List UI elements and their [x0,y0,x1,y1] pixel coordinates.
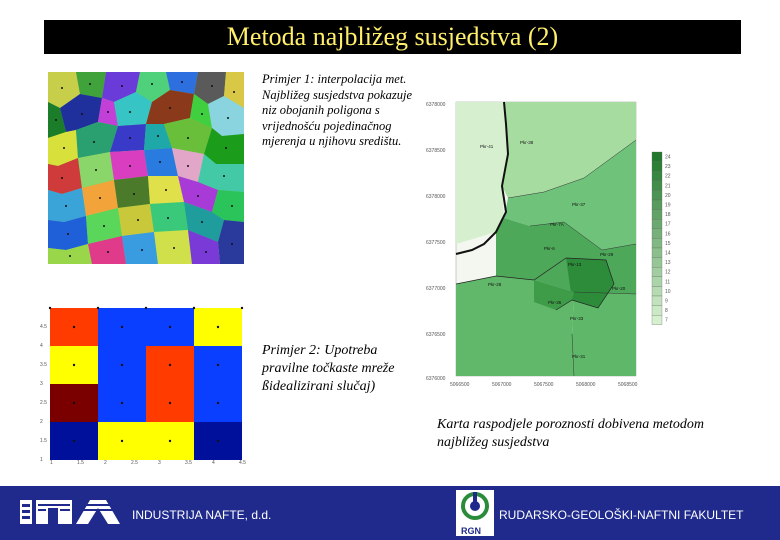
legend-label: 9 [665,298,668,305]
legend-swatch [652,306,662,316]
grid-sample-point [169,440,171,442]
map-y-tick: 6378000 [426,194,446,200]
grid-y-tick: 3.5 [40,362,47,368]
grid-y-tick: 3 [40,381,43,387]
footer-faculty-name: RUDARSKO-GEOLOŠKI-NAFTNI FAKULTET [499,508,744,522]
porosity-map-figure [424,94,684,394]
grid-sample-point [217,364,219,366]
well-label: Pkr-37 [572,202,586,207]
example2-caption: Primjer 2: Upotreba pravilne točkaste mreže ßidealizirani slučaj) [262,343,395,394]
well-label: Pkr-29 [600,252,614,257]
legend-label: 8 [665,308,668,315]
ina-logo [20,496,122,531]
legend-label: 16 [665,231,671,238]
grid-node [241,307,243,309]
grid-y-tick: 2.5 [40,400,47,406]
map-x-tick: 5066500 [450,382,470,388]
ina-logo-graphic [20,496,122,526]
grid-y-tick: 2 [40,419,43,425]
well-label: Pkr-36 [548,300,562,305]
grid-sample-point [121,326,123,328]
legend-label: 11 [665,279,671,286]
grid-sample-point [169,326,171,328]
well-label: Pkr-41 [480,144,494,149]
grid-sample-point [169,402,171,404]
map-y-tick: 6378500 [426,148,446,154]
grid-y-tick: 4 [40,343,43,349]
grid-cells [38,298,248,468]
legend-swatch [652,200,662,210]
grid-x-tick: 1 [50,460,53,466]
grid-sample-point [217,402,219,404]
legend-label: 10 [665,288,671,295]
map-y-tick: 6376000 [426,376,446,382]
legend-swatch [652,238,662,248]
legend-label: 17 [665,221,671,228]
voronoi-figure [48,72,244,264]
legend-swatch [652,286,662,296]
map-x-tick: 5068500 [618,382,638,388]
legend-swatch [652,315,662,325]
example1-caption: Primjer 1: interpolacija met. Najbližeg susjedstva pokazuje niz obojanih poligona s vrijednošću pojedinačnog mjerenja u njihovu središtu. [262,72,412,148]
rgn-logo-text: RGN [461,526,481,536]
grid-node [193,307,195,309]
slide-title: Metoda najbližeg susjedstva (2) [226,22,559,51]
well-label: Pkr-13 [568,262,582,267]
grid-sample-point [169,364,171,366]
well-label: Pkr-6 [544,246,555,251]
legend-swatch [652,248,662,258]
grid-sample-point [121,364,123,366]
slide-title-bar [44,20,741,54]
legend-swatch [652,258,662,268]
grid-y-tick: 1.5 [40,438,47,444]
grid-sample-point [73,402,75,404]
grid-y-tick: 1 [40,457,43,463]
well-label: Pkr-28 [488,282,502,287]
legend-label: 15 [665,240,671,247]
legend-label: 18 [665,212,671,219]
legend-label: 21 [665,183,671,190]
map-x-tick: 5067500 [534,382,554,388]
grid-x-tick: 4 [212,460,215,466]
grid-node [49,307,51,309]
legend-swatch [652,277,662,287]
footer-company-name: INDUSTRIJA NAFTE, d.d. [132,508,272,522]
legend-label: 12 [665,269,671,276]
grid-sample-point [73,364,75,366]
legend-label: 19 [665,202,671,209]
grid-node [97,307,99,309]
grid-x-tick: 3 [158,460,161,466]
map-y-tick: 6377000 [426,286,446,292]
map-y-tick: 6377500 [426,240,446,246]
legend-label: 23 [665,164,671,171]
map-x-tick: 5067000 [492,382,512,388]
grid-sample-point [217,440,219,442]
legend-swatch [652,162,662,172]
grid-sample-point [121,402,123,404]
well-label: Pkr-31 [572,354,586,359]
voronoi-polygons [48,72,244,264]
grid-y-tick: 4.5 [40,324,47,330]
legend-swatch [652,210,662,220]
grid-sample-point [73,440,75,442]
map-y-tick: 6376500 [426,332,446,338]
well-label: Pkr-33 [570,316,584,321]
grid-figure [38,298,248,468]
legend-swatch [652,190,662,200]
legend-label: 24 [665,154,671,161]
well-label: Pkr-38 [520,140,534,145]
legend-label: 22 [665,173,671,180]
legend-swatch [652,181,662,191]
legend-swatch [652,171,662,181]
grid-x-tick: 2.5 [131,460,138,466]
legend-swatch [652,152,662,162]
grid-x-tick: 4.5 [239,460,246,466]
legend-swatch [652,229,662,239]
legend-swatch [652,219,662,229]
map-y-tick: 6378000 [426,102,446,108]
legend-label: 13 [665,260,671,267]
grid-node [145,307,147,309]
legend-label: 7 [665,317,668,324]
porosity-map [424,94,684,394]
map-x-tick: 5068000 [576,382,596,388]
grid-x-tick: 2 [104,460,107,466]
grid-x-tick: 1.5 [77,460,84,466]
legend-label: 20 [665,192,671,199]
legend-label: 14 [665,250,671,257]
rgn-logo-graphic [456,490,494,524]
legend-swatch [652,296,662,306]
grid-sample-point [73,326,75,328]
grid-sample-point [121,440,123,442]
well-label: Pkr-7A [550,222,564,227]
well-label: Pkr-20 [612,286,626,291]
legend-swatch [652,267,662,277]
grid-x-tick: 3.5 [185,460,192,466]
grid-sample-point [217,326,219,328]
map-caption: Karta raspodjele poroznosti dobivena metodom najbližeg susjedstva [437,417,705,450]
